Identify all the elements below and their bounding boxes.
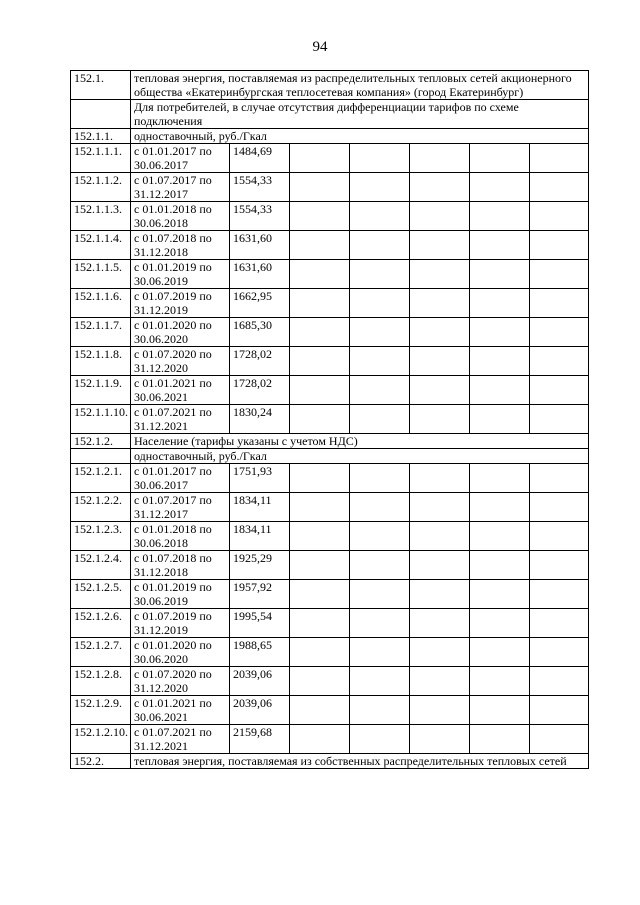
row-code: 152.1.1.6. — [71, 289, 131, 318]
row-code: 152.1.1.1. — [71, 144, 131, 173]
empty-cell — [470, 260, 530, 289]
group-header-row — [71, 449, 589, 464]
empty-cell — [410, 725, 470, 754]
empty-cell — [290, 376, 350, 405]
period-cell — [131, 347, 230, 376]
period-cell — [131, 260, 230, 289]
empty-cell — [470, 725, 530, 754]
empty-cell — [350, 667, 410, 696]
row-description: тепловая энергия, поставляемая из собственных распределительных тепловых сетей — [131, 754, 589, 769]
empty-cell — [410, 667, 470, 696]
period-end: 31.12.2019 — [134, 303, 188, 317]
row-code: 152.1.2.10. — [71, 725, 131, 754]
period-cell — [131, 376, 230, 405]
period-start: с 01.01.2017 по — [134, 464, 212, 478]
period-start: с 01.01.2021 по — [134, 376, 212, 390]
empty-cell — [470, 231, 530, 260]
empty-cell — [470, 376, 530, 405]
empty-cell — [290, 144, 350, 173]
row-code: 152.1.1. — [71, 129, 131, 144]
empty-cell — [470, 609, 530, 638]
empty-cell — [530, 347, 589, 376]
period-cell — [131, 580, 230, 609]
tariff-value: 1830,24 — [230, 405, 290, 434]
empty-cell — [410, 522, 470, 551]
table-row — [71, 580, 589, 609]
period-start: с 01.01.2019 по — [134, 260, 212, 274]
period-start: с 01.07.2021 по — [134, 405, 212, 419]
period-cell — [131, 464, 230, 493]
section-subtitle-row — [71, 100, 589, 129]
empty-cell — [470, 638, 530, 667]
row-code: 152.2. — [71, 754, 131, 769]
tariff-value: 1957,92 — [230, 580, 290, 609]
row-code: 152.1.1.4. — [71, 231, 131, 260]
tariff-value: 1554,33 — [230, 202, 290, 231]
period-end: 31.12.2020 — [134, 681, 188, 695]
empty-cell — [290, 347, 350, 376]
empty-cell — [410, 638, 470, 667]
table-row — [71, 522, 589, 551]
empty-cell — [470, 464, 530, 493]
row-code: 152.1.1.2. — [71, 173, 131, 202]
empty-cell — [350, 202, 410, 231]
tariff-value: 1662,95 — [230, 289, 290, 318]
empty-cell — [410, 551, 470, 580]
tariff-value: 1834,11 — [230, 522, 290, 551]
tariff-value: 2039,06 — [230, 667, 290, 696]
empty-cell — [290, 173, 350, 202]
period-end: 30.06.2021 — [134, 710, 188, 724]
period-end: 30.06.2019 — [134, 274, 188, 288]
empty-cell — [470, 202, 530, 231]
empty-cell — [290, 318, 350, 347]
row-code: 152.1.2.3. — [71, 522, 131, 551]
row-code: 152.1.2.8. — [71, 667, 131, 696]
empty-cell — [410, 464, 470, 493]
row-code: 152.1.1.3. — [71, 202, 131, 231]
row-code: 152.1.2.9. — [71, 696, 131, 725]
table-row — [71, 144, 589, 173]
tariff-value: 1728,02 — [230, 376, 290, 405]
tariff-value: 1988,65 — [230, 638, 290, 667]
period-start: с 01.01.2020 по — [134, 638, 212, 652]
empty-cell — [410, 260, 470, 289]
tariff-value: 1995,54 — [230, 609, 290, 638]
period-cell — [131, 638, 230, 667]
row-code: 152.1.2.4. — [71, 551, 131, 580]
row-code: 152.1.2.7. — [71, 638, 131, 667]
table-row — [71, 173, 589, 202]
table-row — [71, 696, 589, 725]
empty-cell — [350, 551, 410, 580]
page-number: 94 — [312, 39, 328, 55]
empty-cell — [290, 609, 350, 638]
period-cell — [131, 551, 230, 580]
period-end: 31.12.2017 — [134, 507, 188, 521]
period-cell — [131, 173, 230, 202]
row-description: Для потребителей, в случае отсутствия дифференциации тарифов по схеме подключения — [131, 100, 589, 129]
group-label: одноставочный, руб./Гкал — [131, 449, 589, 464]
period-cell — [131, 405, 230, 434]
table-row — [71, 318, 589, 347]
empty-cell — [530, 609, 589, 638]
period-cell — [131, 289, 230, 318]
tariff-value: 1484,69 — [230, 144, 290, 173]
empty-cell — [530, 405, 589, 434]
period-start: с 01.01.2019 по — [134, 580, 212, 594]
row-code: 152.1.2.5. — [71, 580, 131, 609]
empty-cell — [470, 580, 530, 609]
period-cell — [131, 144, 230, 173]
empty-cell — [350, 173, 410, 202]
empty-cell — [410, 231, 470, 260]
group-label: одноставочный, руб./Гкал — [131, 129, 589, 144]
period-start: с 01.01.2021 по — [134, 696, 212, 710]
table-row — [71, 493, 589, 522]
empty-cell — [530, 551, 589, 580]
period-start: с 01.07.2021 по — [134, 725, 212, 739]
empty-cell — [290, 580, 350, 609]
period-start: с 01.07.2018 по — [134, 231, 212, 245]
period-start: с 01.01.2020 по — [134, 318, 212, 332]
empty-cell — [350, 609, 410, 638]
empty-cell — [350, 696, 410, 725]
empty-cell — [530, 667, 589, 696]
tariff-value: 2039,06 — [230, 696, 290, 725]
empty-cell — [290, 405, 350, 434]
table-row — [71, 464, 589, 493]
period-end: 30.06.2020 — [134, 332, 188, 346]
tariff-value: 1728,02 — [230, 347, 290, 376]
period-cell — [131, 696, 230, 725]
table-row — [71, 667, 589, 696]
tariff-value: 2159,68 — [230, 725, 290, 754]
tariff-value: 1631,60 — [230, 260, 290, 289]
table-row — [71, 405, 589, 434]
empty-cell — [290, 638, 350, 667]
empty-cell — [290, 464, 350, 493]
empty-cell — [350, 231, 410, 260]
empty-cell — [350, 493, 410, 522]
table-row — [71, 638, 589, 667]
row-code: 152.1.1.8. — [71, 347, 131, 376]
empty-cell — [410, 405, 470, 434]
period-end: 31.12.2021 — [134, 419, 188, 433]
period-start: с 01.07.2020 по — [134, 347, 212, 361]
empty-cell — [530, 376, 589, 405]
empty-cell — [350, 405, 410, 434]
period-end: 31.12.2018 — [134, 245, 188, 259]
empty-cell — [530, 522, 589, 551]
group-header-row — [71, 129, 589, 144]
row-code: 152.1.2.1. — [71, 464, 131, 493]
period-cell — [131, 609, 230, 638]
empty-cell — [410, 376, 470, 405]
empty-cell — [350, 260, 410, 289]
table-row — [71, 376, 589, 405]
tariff-value: 1751,93 — [230, 464, 290, 493]
empty-cell — [350, 318, 410, 347]
table-row — [71, 609, 589, 638]
row-code: 152.1.1.9. — [71, 376, 131, 405]
empty-cell — [290, 667, 350, 696]
table-row — [71, 202, 589, 231]
empty-cell — [290, 551, 350, 580]
row-description: Население (тарифы указаны с учетом НДС) — [131, 434, 589, 449]
empty-cell — [470, 551, 530, 580]
table-body — [71, 71, 589, 769]
empty-cell — [530, 260, 589, 289]
empty-cell — [470, 318, 530, 347]
empty-cell — [530, 464, 589, 493]
empty-cell — [350, 289, 410, 318]
period-end: 31.12.2020 — [134, 361, 188, 375]
empty-cell — [290, 696, 350, 725]
empty-cell — [530, 493, 589, 522]
row-code: 152.1.2.6. — [71, 609, 131, 638]
empty-cell — [410, 289, 470, 318]
empty-cell — [410, 609, 470, 638]
empty-cell — [530, 580, 589, 609]
empty-cell — [410, 696, 470, 725]
period-start: с 01.01.2017 по — [134, 144, 212, 158]
period-start: с 01.07.2019 по — [134, 289, 212, 303]
period-start: с 01.01.2018 по — [134, 202, 212, 216]
period-start: с 01.07.2017 по — [134, 173, 212, 187]
empty-cell — [530, 144, 589, 173]
row-description: тепловая энергия, поставляемая из распределительных тепловых сетей акционерного общества «Екатеринбургская теплосетевая компания» (город Екатеринбург) — [131, 71, 589, 100]
row-code: 152.1.1.7. — [71, 318, 131, 347]
period-start: с 01.07.2017 по — [134, 493, 212, 507]
period-end: 30.06.2017 — [134, 158, 188, 172]
row-code: 152.1.1.5. — [71, 260, 131, 289]
table-row — [71, 347, 589, 376]
empty-cell — [410, 347, 470, 376]
tariff-value: 1925,29 — [230, 551, 290, 580]
empty-cell — [470, 289, 530, 318]
section-header-row — [71, 434, 589, 449]
empty-cell — [410, 202, 470, 231]
period-start: с 01.07.2018 по — [134, 551, 212, 565]
empty-cell — [470, 173, 530, 202]
empty-cell — [350, 522, 410, 551]
empty-cell — [350, 580, 410, 609]
empty-cell — [350, 376, 410, 405]
table-row — [71, 551, 589, 580]
empty-cell — [290, 231, 350, 260]
empty-cell — [470, 493, 530, 522]
empty-cell — [530, 638, 589, 667]
period-cell — [131, 493, 230, 522]
empty-cell — [470, 696, 530, 725]
period-end: 31.12.2019 — [134, 623, 188, 637]
empty-cell — [350, 464, 410, 493]
tariff-value: 1554,33 — [230, 173, 290, 202]
period-cell — [131, 522, 230, 551]
table-row — [71, 260, 589, 289]
period-cell — [131, 725, 230, 754]
row-code: 152.1.2. — [71, 434, 131, 449]
empty-cell — [530, 231, 589, 260]
period-start: с 01.01.2018 по — [134, 522, 212, 536]
period-cell — [131, 318, 230, 347]
period-start: с 01.07.2020 по — [134, 667, 212, 681]
empty-cell — [290, 493, 350, 522]
empty-cell — [410, 144, 470, 173]
empty-cell — [350, 347, 410, 376]
empty-cell — [470, 522, 530, 551]
period-end: 30.06.2018 — [134, 216, 188, 230]
empty-cell — [470, 667, 530, 696]
empty-cell — [530, 318, 589, 347]
empty-cell — [290, 202, 350, 231]
empty-cell — [530, 725, 589, 754]
empty-cell — [410, 580, 470, 609]
row-code: 152.1.1.10. — [71, 405, 131, 434]
period-end: 30.06.2018 — [134, 536, 188, 550]
period-end: 31.12.2018 — [134, 565, 188, 579]
row-code — [71, 449, 131, 464]
tariff-value: 1834,11 — [230, 493, 290, 522]
table-row — [71, 289, 589, 318]
empty-cell — [350, 144, 410, 173]
empty-cell — [410, 318, 470, 347]
period-cell — [131, 667, 230, 696]
empty-cell — [410, 173, 470, 202]
empty-cell — [470, 144, 530, 173]
table-row — [71, 725, 589, 754]
period-start: с 01.07.2019 по — [134, 609, 212, 623]
period-end: 31.12.2017 — [134, 187, 188, 201]
empty-cell — [530, 289, 589, 318]
empty-cell — [290, 289, 350, 318]
row-code — [71, 100, 131, 129]
section-header-row — [71, 71, 589, 100]
empty-cell — [470, 405, 530, 434]
empty-cell — [470, 347, 530, 376]
empty-cell — [290, 522, 350, 551]
tariff-table — [70, 70, 589, 769]
period-cell — [131, 202, 230, 231]
empty-cell — [530, 202, 589, 231]
table-row — [71, 231, 589, 260]
empty-cell — [530, 696, 589, 725]
row-code: 152.1. — [71, 71, 131, 100]
empty-cell — [350, 725, 410, 754]
empty-cell — [410, 493, 470, 522]
empty-cell — [530, 173, 589, 202]
tariff-value: 1631,60 — [230, 231, 290, 260]
period-cell — [131, 231, 230, 260]
section-header-row — [71, 754, 589, 769]
tariff-value: 1685,30 — [230, 318, 290, 347]
empty-cell — [290, 260, 350, 289]
period-end: 30.06.2019 — [134, 594, 188, 608]
row-code: 152.1.2.2. — [71, 493, 131, 522]
empty-cell — [290, 725, 350, 754]
empty-cell — [350, 638, 410, 667]
period-end: 30.06.2021 — [134, 390, 188, 404]
period-end: 30.06.2020 — [134, 652, 188, 666]
period-end: 30.06.2017 — [134, 478, 188, 492]
period-end: 31.12.2021 — [134, 739, 188, 753]
